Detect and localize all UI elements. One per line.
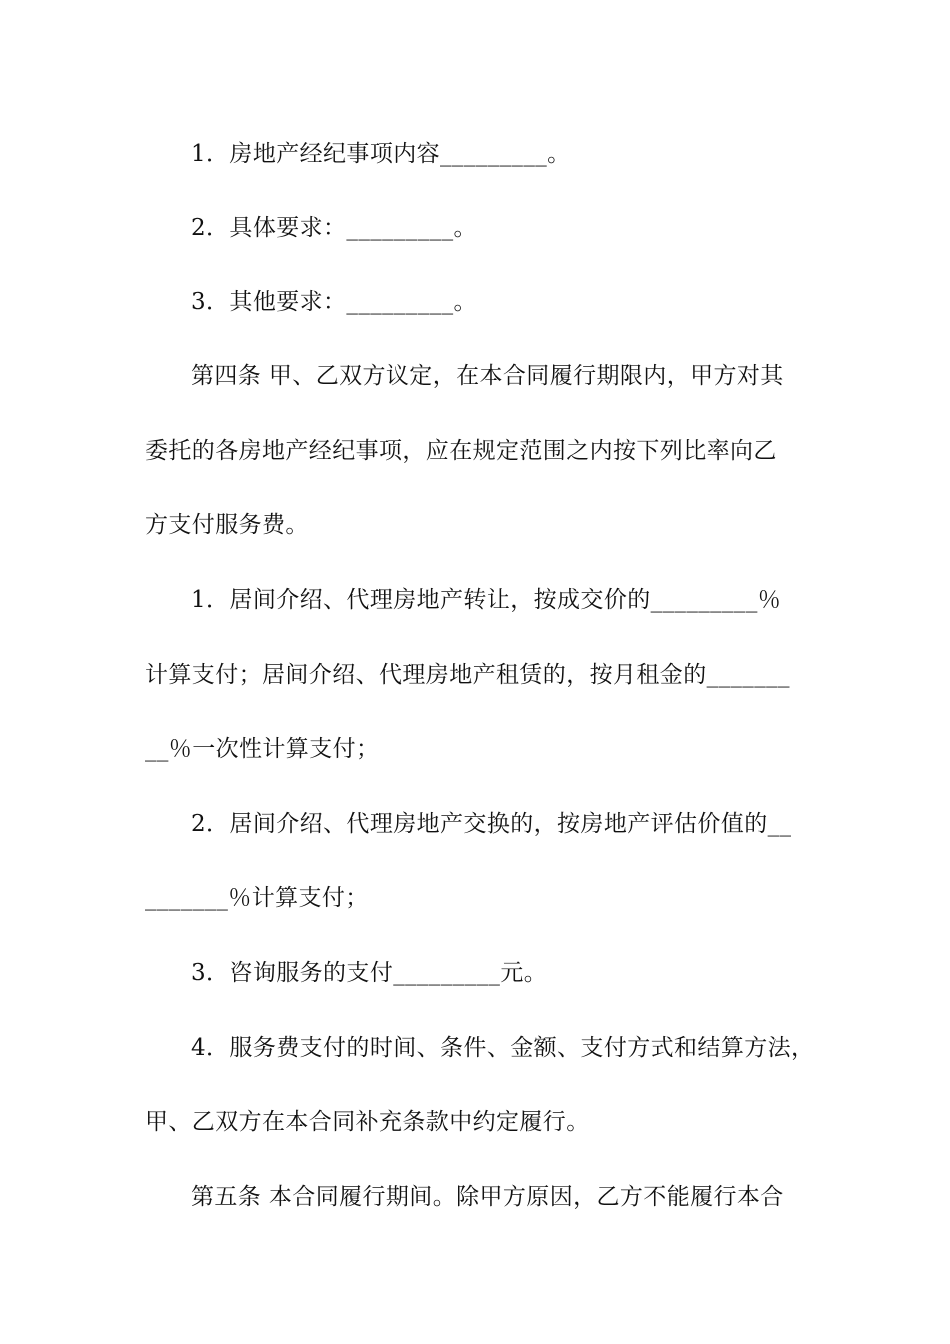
fee-item-1-line-1: 1．居间介绍、代理房地产转让，按成交价的_________％	[191, 587, 782, 613]
fee-item-2-line-1: 2．居间介绍、代理房地产交换的，按房地产评估价值的__	[191, 811, 792, 837]
item-specific-requirements: 2．具体要求：_________。	[191, 215, 477, 241]
fee-item-2-line-2: _______％计算支付；	[145, 885, 369, 911]
fee-item-4-line-1: 4．服务费支付的时间、条件、金额、支付方式和结算方法，	[191, 1035, 815, 1061]
fee-item-3: 3．咨询服务的支付_________元。	[191, 960, 548, 986]
item-other-requirements: 3．其他要求：_________。	[191, 289, 477, 315]
article-four-line-2: 委托的各房地产经纪事项，应在规定范围之内按下列比率向乙	[145, 438, 777, 464]
item-brokerage-content: 1．房地产经纪事项内容_________。	[191, 141, 571, 167]
article-four-line-3: 方支付服务费。	[145, 512, 309, 538]
fee-item-1-line-2: 计算支付；居间介绍、代理房地产租赁的，按月租金的_______	[145, 662, 790, 688]
fee-item-4-line-2: 甲、乙双方在本合同补充条款中约定履行。	[145, 1109, 590, 1135]
article-five-line-1: 第五条 本合同履行期间。除甲方原因，乙方不能履行本合	[191, 1184, 784, 1210]
article-four-line-1: 第四条 甲、乙双方议定，在本合同履行期限内，甲方对其	[191, 363, 784, 389]
fee-item-1-line-3: __％一次性计算支付；	[145, 736, 380, 762]
